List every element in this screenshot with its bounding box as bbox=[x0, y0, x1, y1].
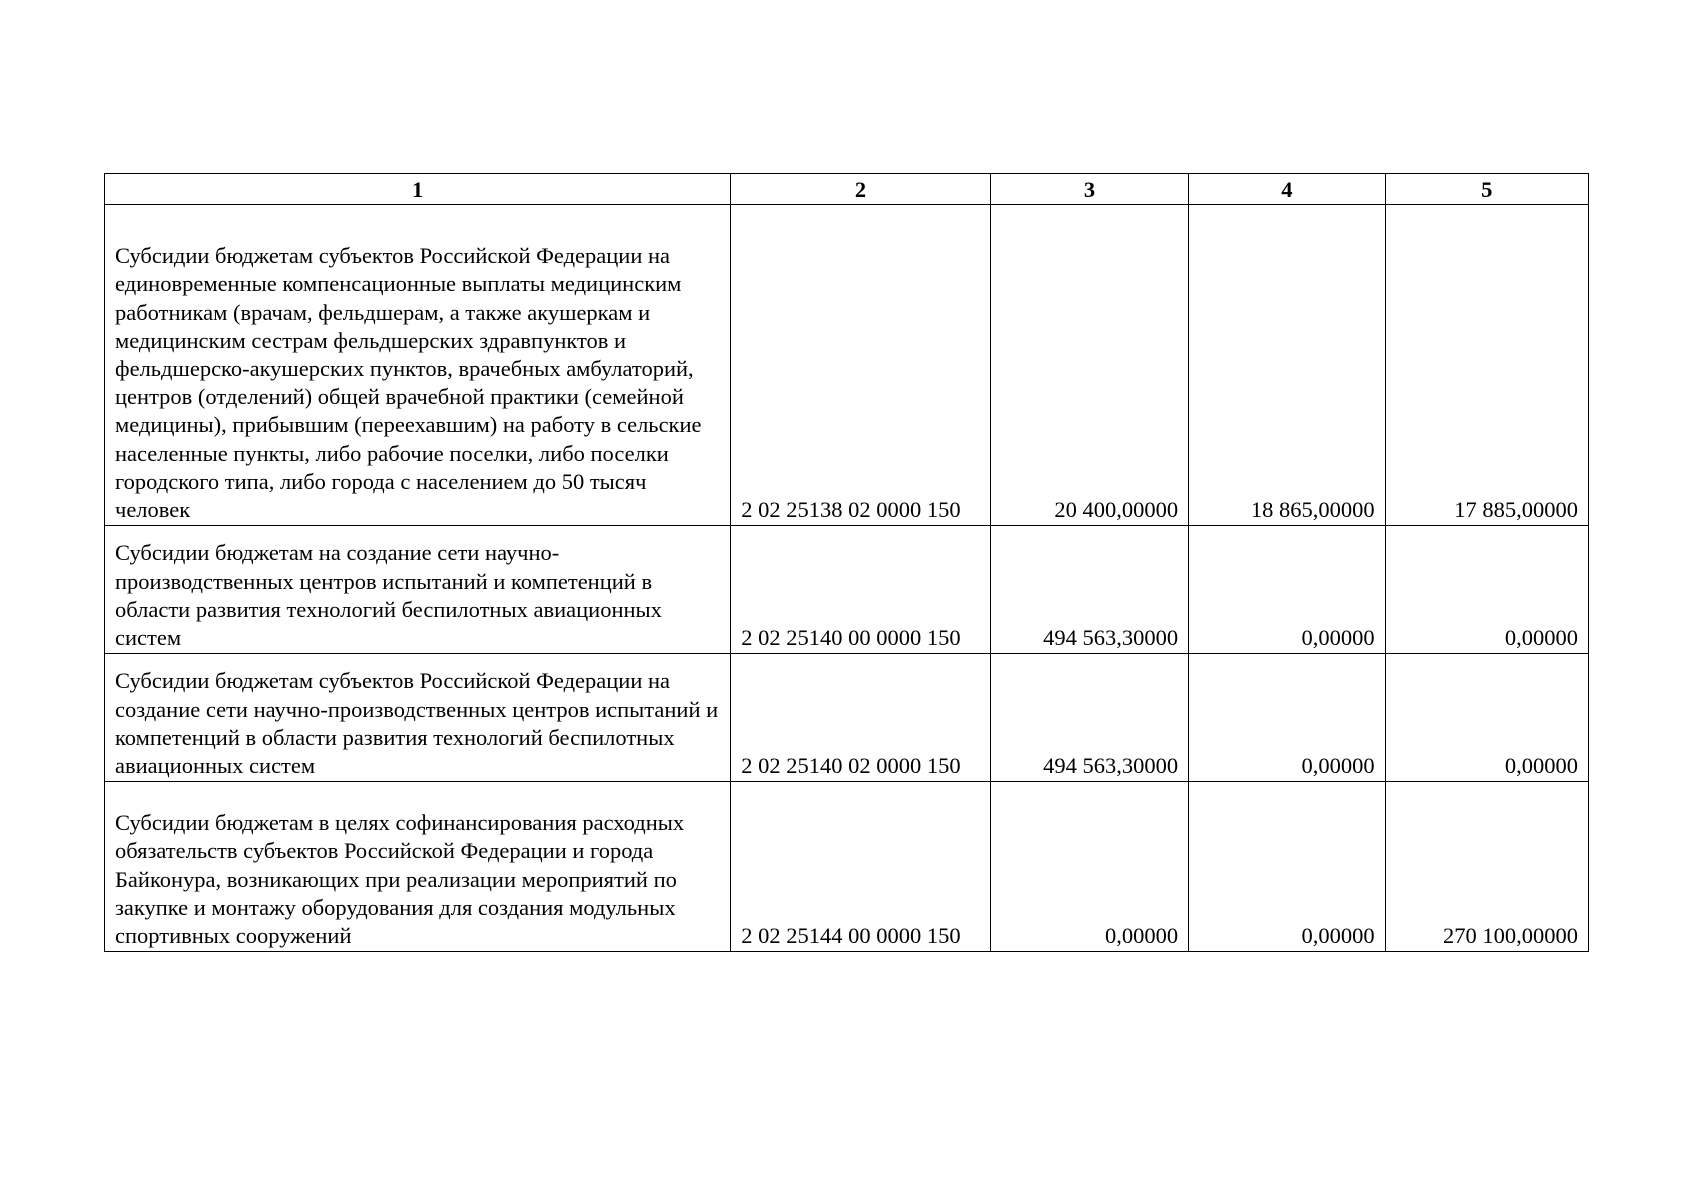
row-value-col-3: 494 563,30000 bbox=[990, 526, 1188, 654]
row-value-col-3: 494 563,30000 bbox=[990, 654, 1188, 782]
header-row bbox=[105, 174, 1589, 205]
header-col-1: 1 bbox=[105, 174, 731, 205]
budget-table bbox=[104, 173, 1589, 952]
row-value-col-4: 0,00000 bbox=[1189, 526, 1385, 654]
row-description: Субсидии бюджетам субъектов Российской Федерации на создание сети научно-производственных центров испытаний и компетенций в области развития технологий беспилотных авиационных систем bbox=[105, 654, 731, 782]
row-value-col-4: 18 865,00000 bbox=[1189, 205, 1385, 526]
row-value-col-4: 0,00000 bbox=[1189, 782, 1385, 952]
row-description: Субсидии бюджетам в целях софинансирования расходных обязательств субъектов Российской Федерации и города Байконура, возникающих при реализации мероприятий по закупке и монтажу оборудования для создания модульных спортивных сооружений bbox=[105, 782, 731, 952]
row-value-col-4: 0,00000 bbox=[1189, 654, 1385, 782]
header-col-3: 3 bbox=[990, 174, 1188, 205]
header-col-2: 2 bbox=[731, 174, 991, 205]
table-row bbox=[105, 526, 1589, 654]
row-value-col-3: 0,00000 bbox=[990, 782, 1188, 952]
header-col-5: 5 bbox=[1385, 174, 1588, 205]
header-col-4: 4 bbox=[1189, 174, 1385, 205]
table-row bbox=[105, 654, 1589, 782]
row-value-col-5: 17 885,00000 bbox=[1385, 205, 1588, 526]
row-description: Субсидии бюджетам на создание сети научно-производственных центров испытаний и компетенций в области развития технологий беспилотных авиационных систем bbox=[105, 526, 731, 654]
row-budget-code: 2 02 25140 00 0000 150 bbox=[731, 526, 991, 654]
row-budget-code: 2 02 25140 02 0000 150 bbox=[731, 654, 991, 782]
table-row bbox=[105, 205, 1589, 526]
row-value-col-5: 0,00000 bbox=[1385, 654, 1588, 782]
row-description: Субсидии бюджетам субъектов Российской Федерации на единовременные компенсационные выплаты медицинским работникам (врачам, фельдшерам, а также акушеркам и медицинским сестрам фельдшерских здравпунктов и фельдшерско-акушерских пунктов, врачебных амбулаторий, центров (отделений) общей врачебной практики (семейной медицины), прибывшим (переехавшим) на работу в сельские населенные пункты, либо рабочие поселки, либо поселки городского типа, либо города с населением до 50 тысяч человек bbox=[105, 205, 731, 526]
row-value-col-5: 270 100,00000 bbox=[1385, 782, 1588, 952]
row-budget-code: 2 02 25138 02 0000 150 bbox=[731, 205, 991, 526]
row-budget-code: 2 02 25144 00 0000 150 bbox=[731, 782, 991, 952]
row-value-col-5: 0,00000 bbox=[1385, 526, 1588, 654]
table-row bbox=[105, 782, 1589, 952]
row-value-col-3: 20 400,00000 bbox=[990, 205, 1188, 526]
